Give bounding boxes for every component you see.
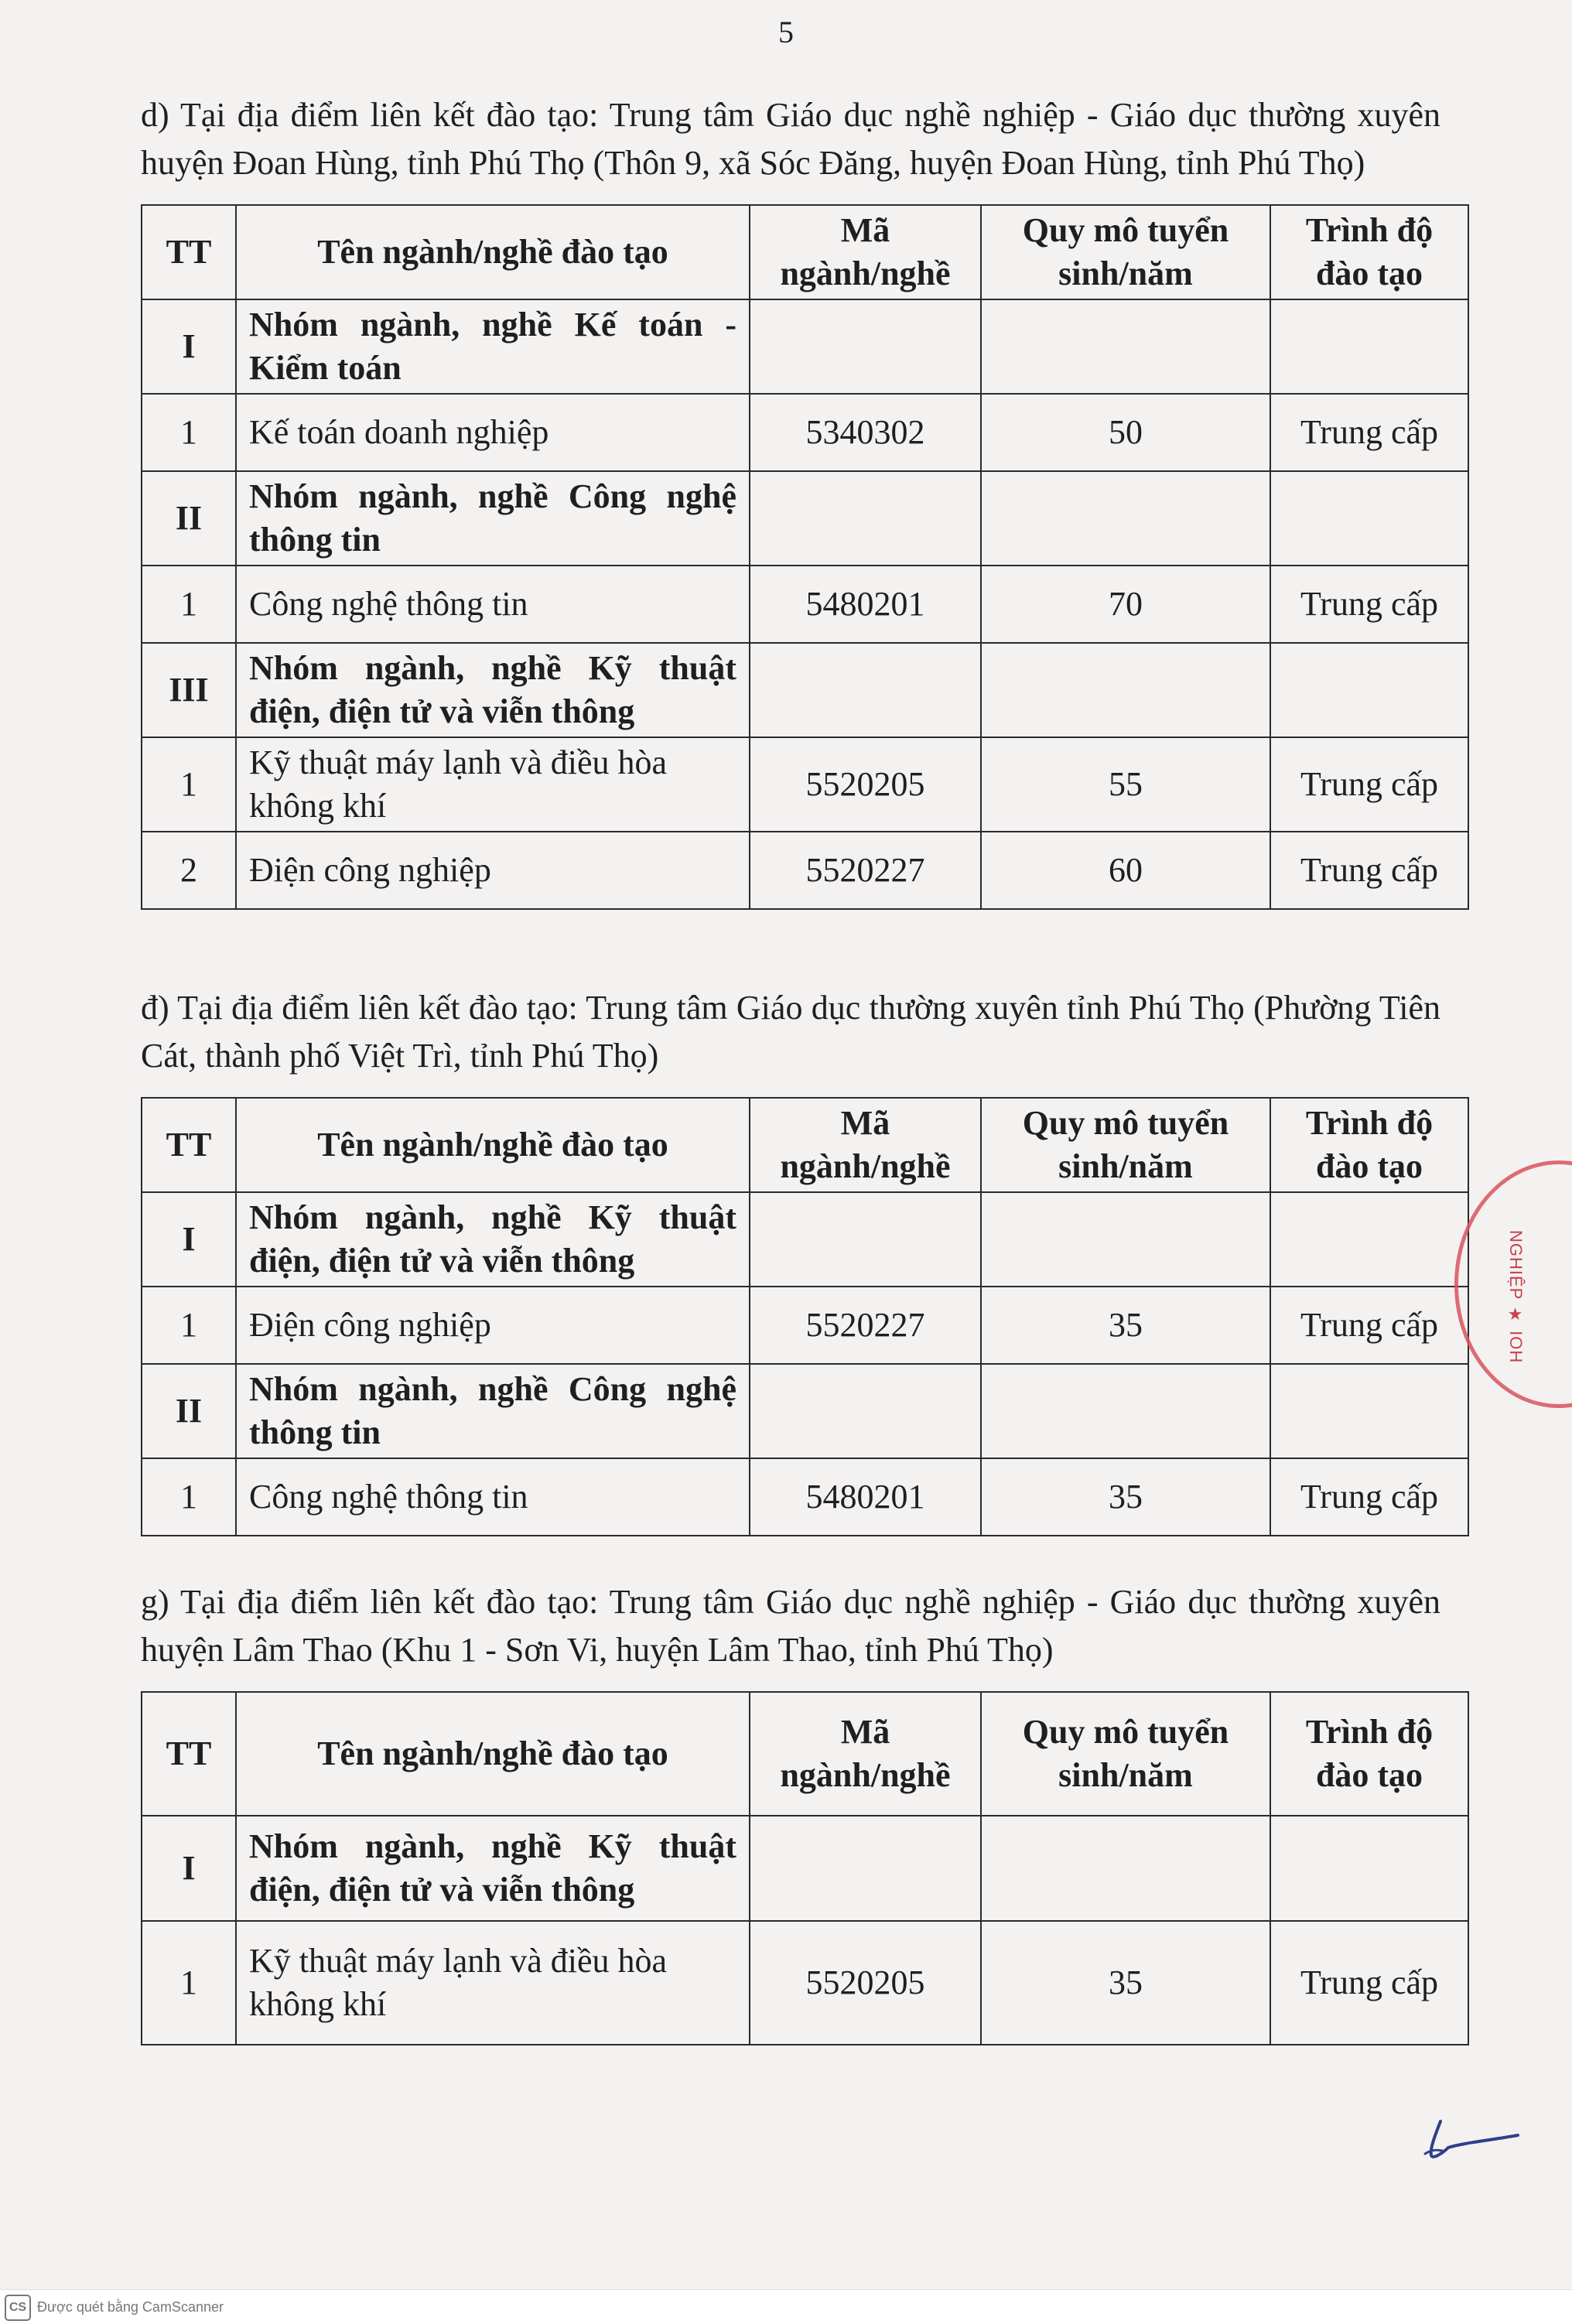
row-scale <box>981 299 1270 394</box>
row-tt: I <box>142 1192 236 1287</box>
row-name: Nhóm ngành, nghề Kỹ thuật điện, điện tử và viễn thông <box>236 1816 750 1921</box>
section-d <box>141 91 1440 910</box>
row-name: Nhóm ngành, nghề Kỹ thuật điện, điện tử và viễn thông <box>236 643 750 737</box>
table-group-row <box>142 643 1468 737</box>
row-name: Nhóm ngành, nghề Kỹ thuật điện, điện tử và viễn thông <box>236 1192 750 1287</box>
header-tt: TT <box>142 1098 236 1192</box>
row-level: Trung cấp <box>1270 832 1468 909</box>
row-name: Điện công nghiệp <box>236 1287 750 1364</box>
row-name: Nhóm ngành, nghề Công nghệ thông tin <box>236 471 750 566</box>
row-level <box>1270 1192 1468 1287</box>
header-level: Trình độ đào tạo <box>1270 205 1468 299</box>
row-name: Kỹ thuật máy lạnh và điều hòa không khí <box>236 737 750 832</box>
header-scale: Quy mô tuyển sinh/năm <box>981 1098 1270 1192</box>
header-name: Tên ngành/nghề đào tạo <box>236 1692 750 1816</box>
row-tt: II <box>142 471 236 566</box>
footer-text: Được quét bằng CamScanner <box>37 2299 224 2315</box>
row-level <box>1270 643 1468 737</box>
row-tt: 1 <box>142 1287 236 1364</box>
camscanner-logo-icon: CS <box>5 2295 31 2321</box>
row-code: 5520227 <box>750 832 981 909</box>
row-code <box>750 643 981 737</box>
section-intro: g) Tại địa điểm liên kết đào tạo: Trung tâm Giáo dục nghề nghiệp - Giáo dục thường xuyên huyện Lâm Thao (Khu 1 - Sơn Vi, huyện Lâm Thao, tỉnh Phú Thọ) <box>141 1583 1440 1669</box>
row-tt: 1 <box>142 737 236 832</box>
header-tt: TT <box>142 1692 236 1816</box>
scanner-footer <box>0 2289 1572 2324</box>
row-name: Công nghệ thông tin <box>236 1458 750 1536</box>
row-scale: 50 <box>981 394 1270 471</box>
header-scale: Quy mô tuyển sinh/năm <box>981 1692 1270 1816</box>
program-table <box>141 204 1469 910</box>
row-name: Nhóm ngành, nghề Công nghệ thông tin <box>236 1364 750 1458</box>
row-level: Trung cấp <box>1270 1287 1468 1364</box>
header-level: Trình độ đào tạo <box>1270 1098 1468 1192</box>
row-level <box>1270 1816 1468 1921</box>
row-name: Công nghệ thông tin <box>236 566 750 643</box>
table-group-row <box>142 1364 1468 1458</box>
row-code: 5520227 <box>750 1287 981 1364</box>
header-name: Tên ngành/nghề đào tạo <box>236 205 750 299</box>
row-tt: 1 <box>142 566 236 643</box>
row-name: Nhóm ngành, nghề Kế toán - Kiểm toán <box>236 299 750 394</box>
row-tt: 1 <box>142 394 236 471</box>
row-scale <box>981 471 1270 566</box>
table-group-row <box>142 471 1468 566</box>
row-scale: 70 <box>981 566 1270 643</box>
row-name: Điện công nghiệp <box>236 832 750 909</box>
row-tt: 1 <box>142 1458 236 1536</box>
row-scale <box>981 1364 1270 1458</box>
row-level: Trung cấp <box>1270 1921 1468 2045</box>
row-code: 5480201 <box>750 566 981 643</box>
header-code: Mã ngành/nghề <box>750 205 981 299</box>
row-level <box>1270 299 1468 394</box>
section-intro: d) Tại địa điểm liên kết đào tạo: Trung tâm Giáo dục nghề nghiệp - Giáo dục thường xuyên huyện Đoan Hùng, tỉnh Phú Thọ (Thôn 9, xã Sóc Đăng, huyện Đoan Hùng, tỉnh Phú Thọ) <box>141 96 1440 182</box>
table-header-row <box>142 1098 1468 1192</box>
row-tt: I <box>142 299 236 394</box>
row-code <box>750 471 981 566</box>
row-name: Kế toán doanh nghiệp <box>236 394 750 471</box>
handwritten-signature <box>1408 2104 1524 2170</box>
table-row <box>142 737 1468 832</box>
row-code: 5340302 <box>750 394 981 471</box>
row-code: 5520205 <box>750 1921 981 2045</box>
row-level: Trung cấp <box>1270 737 1468 832</box>
section-intro: đ) Tại địa điểm liên kết đào tạo: Trung tâm Giáo dục thường xuyên tỉnh Phú Thọ (Phường Tiên Cát, thành phố Việt Trì, tỉnh Phú Thọ) <box>141 989 1440 1075</box>
row-level <box>1270 1364 1468 1458</box>
seal-text: NGHIỆP ★ IOH <box>1506 1230 1526 1364</box>
row-scale: 35 <box>981 1287 1270 1364</box>
table-group-row <box>142 299 1468 394</box>
row-level <box>1270 471 1468 566</box>
table-row <box>142 1921 1468 2045</box>
table-row <box>142 394 1468 471</box>
table-row <box>142 566 1468 643</box>
row-scale: 60 <box>981 832 1270 909</box>
program-table <box>141 1097 1469 1536</box>
section-dd <box>141 984 1440 1536</box>
table-row <box>142 832 1468 909</box>
page-number: 5 <box>778 15 794 50</box>
row-code <box>750 299 981 394</box>
row-code <box>750 1364 981 1458</box>
header-scale: Quy mô tuyển sinh/năm <box>981 205 1270 299</box>
row-code: 5520205 <box>750 737 981 832</box>
row-tt: III <box>142 643 236 737</box>
row-level: Trung cấp <box>1270 1458 1468 1536</box>
section-g <box>141 1578 1440 2045</box>
row-scale <box>981 1192 1270 1287</box>
table-row <box>142 1458 1468 1536</box>
row-scale <box>981 1816 1270 1921</box>
row-code: 5480201 <box>750 1458 981 1536</box>
row-code <box>750 1192 981 1287</box>
row-tt: I <box>142 1816 236 1921</box>
row-scale <box>981 643 1270 737</box>
row-tt: 2 <box>142 832 236 909</box>
row-scale: 35 <box>981 1921 1270 2045</box>
table-header-row <box>142 1692 1468 1816</box>
header-tt: TT <box>142 205 236 299</box>
row-level: Trung cấp <box>1270 394 1468 471</box>
row-tt: 1 <box>142 1921 236 2045</box>
row-code <box>750 1816 981 1921</box>
table-group-row <box>142 1192 1468 1287</box>
row-scale: 35 <box>981 1458 1270 1536</box>
header-level: Trình độ đào tạo <box>1270 1692 1468 1816</box>
row-level: Trung cấp <box>1270 566 1468 643</box>
table-row <box>142 1287 1468 1364</box>
table-group-row <box>142 1816 1468 1921</box>
row-scale: 55 <box>981 737 1270 832</box>
table-header-row <box>142 205 1468 299</box>
header-name: Tên ngành/nghề đào tạo <box>236 1098 750 1192</box>
row-name: Kỹ thuật máy lạnh và điều hòa không khí <box>236 1921 750 2045</box>
header-code: Mã ngành/nghề <box>750 1692 981 1816</box>
row-tt: II <box>142 1364 236 1458</box>
header-code: Mã ngành/nghề <box>750 1098 981 1192</box>
program-table <box>141 1691 1469 2045</box>
